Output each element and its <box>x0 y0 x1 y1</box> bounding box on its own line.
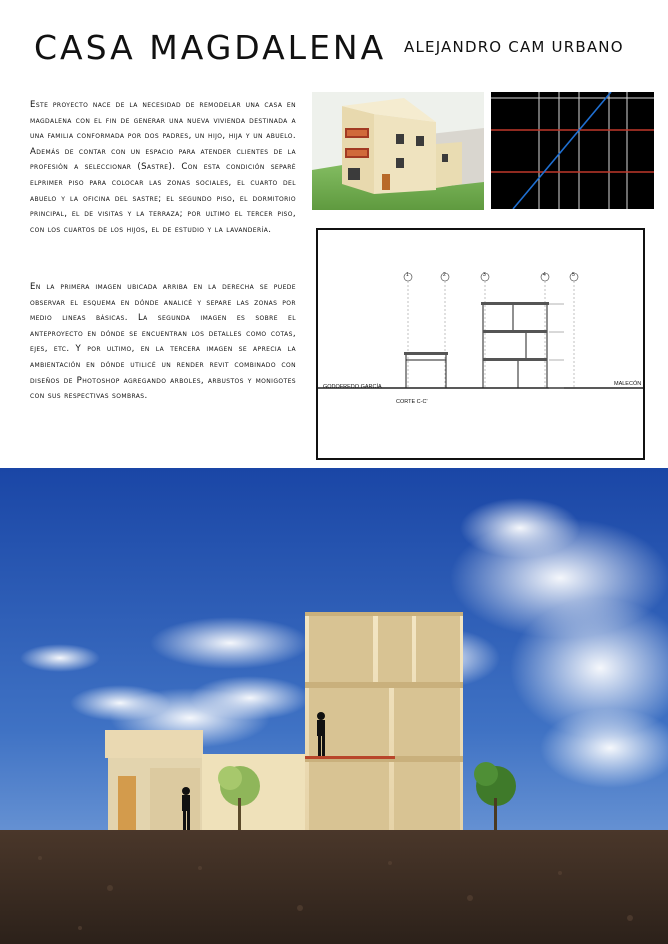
axis-label-3: 3 <box>483 272 486 278</box>
axis-label-2: 2 <box>443 272 446 278</box>
ambient-render-image <box>0 468 668 944</box>
axis-label-4: 4 <box>543 272 546 278</box>
axis-label-5: 5 <box>572 272 575 278</box>
section-caption: CORTE C-C' <box>396 399 428 405</box>
description-paragraph-1: Este proyecto nace de la necesidad de remodelar una casa en magdalena con el fin de generar una nueva vivienda destinada a una familia conformada por dos padres, un hijo, hija y un abuelo. Además de contar con un espacio para atender clientes de la profesión a seleccionar (Sastre). Con esta condición separé elprimer piso para colocar las zonas sociales, el cuarto del abuelo y la oficina del sastre; el segundo piso, el dormitorio principal, el de visitas y la terraza; por ultimo el tercer piso, con los cuartos de los hijos, el de estudio y la lavandería. <box>30 100 296 235</box>
description-paragraph-2: En la primera imagen ubicada arriba en la derecha se puede observar el esquema en dónde analicé y separe las zonas por medio lineas básicas. La segunda imagen es sobre el anteproyecto en dónde se encuentran los detalles como cotas, ejes, etc. Y por ultimo, en la tercera imagen se aprecia la ambientación en dónde utilicé un render revit combinado con diseños de Photoshop agregando arboles, arbustos y monigotes con sus respectivas sombras. <box>30 282 296 402</box>
massing-render-image <box>312 92 484 210</box>
section-drawing-image <box>316 228 645 460</box>
axis-label-1: 1 <box>406 272 409 278</box>
zoning-schema-image <box>491 92 654 209</box>
street-label-left: GODOFREDO GARCÍA <box>323 384 382 390</box>
page-title: CASA MAGDALENA <box>34 28 387 67</box>
street-label-right: MALECÓN <box>614 381 642 387</box>
author-name: ALEJANDRO CAM URBANO <box>404 38 624 56</box>
